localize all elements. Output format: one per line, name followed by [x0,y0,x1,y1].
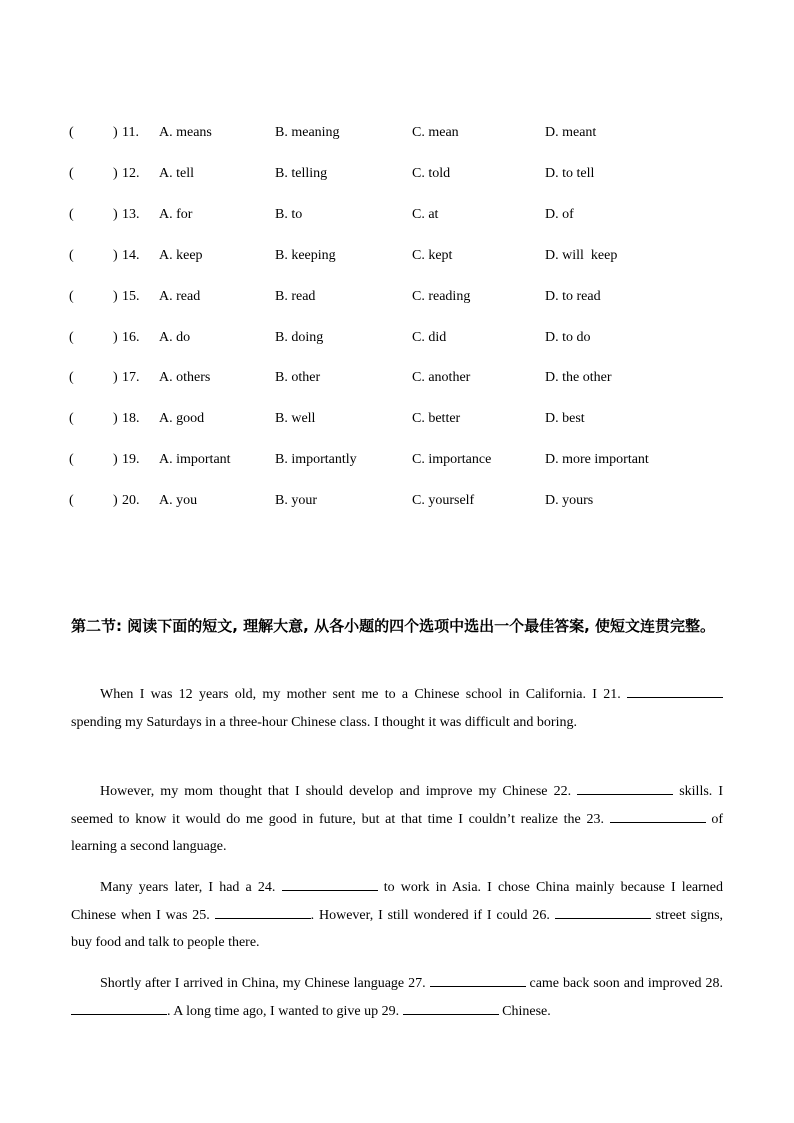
question-row [0,450,794,470]
answer-paren-open: ( [69,207,74,222]
question-row [0,287,794,307]
question-number: 13. [122,207,140,222]
answer-paren-open: ( [69,411,74,426]
answer-blank[interactable] [555,904,651,919]
option-b: B. meaning [275,125,340,140]
question-number: 16. [122,330,140,345]
question-row [0,205,794,225]
passage-text: skills. I seemed to know it would do me good in future, but at that time I couldn’t realize the 23. [71,784,724,827]
answer-blank[interactable] [71,1000,167,1015]
option-d: D. to read [545,289,601,304]
question-number: 17. [122,370,140,385]
answer-paren-close: ) [113,207,118,222]
option-c: C. reading [412,289,471,304]
answer-blank[interactable] [577,780,673,795]
question-number: 20. [122,493,140,508]
passage-text: Shortly after I arrived in China, my Chinese language 27. [100,976,426,991]
option-d: D. more important [545,452,649,467]
question-number: 19. [122,452,140,467]
answer-paren-close: ) [113,330,118,345]
option-d: D. meant [545,125,597,140]
question-row [0,123,794,143]
question-number: 14. [122,248,140,263]
answer-paren-close: ) [113,248,118,263]
option-a: A. do [159,330,191,345]
question-number: 12. [122,166,140,181]
option-b: B. doing [275,330,324,345]
option-a: A. for [159,207,193,222]
option-c: C. did [412,330,447,345]
option-a: A. others [159,370,211,385]
option-d: D. to do [545,330,591,345]
option-a: A. important [159,452,231,467]
option-c: C. told [412,166,451,181]
answer-blank[interactable] [403,1000,499,1015]
passage-text: spending my Saturdays in a three-hour Chinese class. I thought it was difficult and boring. [71,714,577,730]
answer-paren-close: ) [113,289,118,304]
answer-paren-close: ) [113,411,118,426]
passage-text: Chinese. [502,1003,551,1019]
passage-text: to work in Asia. I chose China mainly because I learned Chinese when I was 25. [71,880,723,923]
option-d: D. of [545,207,574,222]
answer-paren-open: ( [69,452,74,467]
option-b: B. telling [275,166,328,181]
option-d: D. will keep [545,248,618,263]
option-c: C. at [412,207,439,222]
option-a: A. keep [159,248,203,263]
answer-blank[interactable] [282,876,378,891]
question-number: 15. [122,289,140,304]
passage-text: Many years later, I had a 24. [100,880,276,895]
answer-paren-open: ( [69,166,74,181]
answer-blank[interactable] [430,972,526,987]
option-a: A. tell [159,166,194,181]
answer-paren-close: ) [113,125,118,140]
question-number: 11. [122,125,139,140]
section-heading: 第二节: 阅读下面的短文, 理解大意, 从各小题的四个选项中选出一个最佳答案, 使短文连贯完整。 [71,617,715,635]
answer-paren-open: ( [69,330,74,345]
option-c: C. kept [412,248,453,263]
answer-blank[interactable] [215,904,311,919]
answer-paren-close: ) [113,166,118,181]
option-c: C. mean [412,125,459,140]
option-c: C. another [412,370,471,385]
question-row [0,368,794,388]
passage-text: street signs, buy food and talk to people there. [71,907,724,951]
option-b: B. to [275,207,303,222]
option-d: D. to tell [545,166,595,181]
answer-paren-close: ) [113,493,118,508]
option-c: C. yourself [412,493,475,508]
question-number: 18. [122,411,140,426]
option-d: D. best [545,411,585,426]
option-b: B. keeping [275,248,336,263]
option-c: C. importance [412,452,492,467]
answer-blank[interactable] [610,808,706,823]
answer-paren-open: ( [69,370,74,385]
passage-text: However, my mom thought that I should develop and improve my Chinese 22. [100,784,572,799]
option-a: A. read [159,289,201,304]
passage-text: of learning a second language. [71,811,724,855]
passage-paragraph [71,681,723,736]
passage-paragraph [71,970,723,1025]
answer-blank[interactable] [627,683,723,698]
question-row [0,164,794,184]
option-b: B. well [275,411,316,426]
option-c: C. better [412,411,461,426]
question-row [0,246,794,266]
passage-text: When I was 12 years old, my mother sent me to a Chinese school in California. I 21. [100,687,621,702]
question-row [0,491,794,511]
option-d: D. the other [545,370,612,385]
option-a: A. means [159,125,212,140]
answer-paren-close: ) [113,452,118,467]
answer-paren-open: ( [69,289,74,304]
answer-paren-open: ( [69,493,74,508]
option-b: B. importantly [275,452,357,467]
option-d: D. yours [545,493,594,508]
option-a: A. you [159,493,198,508]
option-b: B. read [275,289,316,304]
answer-paren-close: ) [113,370,118,385]
answer-paren-open: ( [69,248,74,263]
passage-text: came back soon and improved 28. [529,976,724,991]
option-b: B. your [275,493,317,508]
option-a: A. good [159,411,205,426]
option-b: B. other [275,370,321,385]
passage-text: . A long time ago, I wanted to give up 29. [167,1003,400,1019]
answer-paren-open: ( [69,125,74,140]
question-row [0,409,794,429]
passage-paragraph [71,874,723,957]
passage-paragraph [71,778,723,861]
passage-text: . However, I still wondered if I could 26. [310,907,550,923]
question-row [0,328,794,348]
